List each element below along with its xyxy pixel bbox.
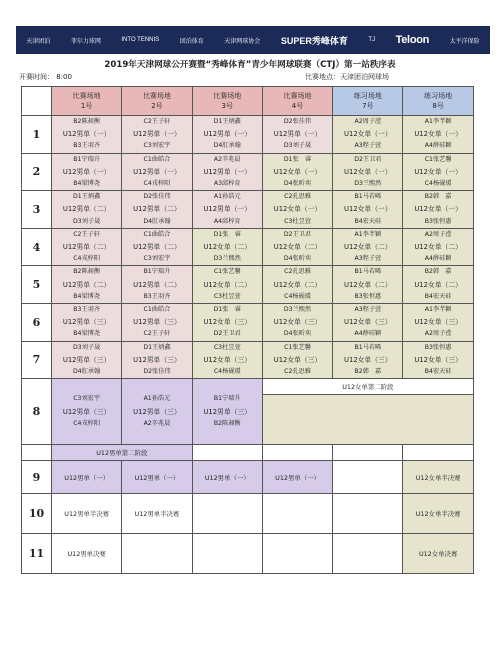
player-name: C4戎梓阳 [73,255,101,263]
event-label: U12女单（二） [344,280,392,289]
round-row [22,266,474,304]
event-label: U12男单（三） [62,355,111,364]
match-cell [403,191,473,229]
match-cell [262,228,332,266]
round-number: 3 [22,191,52,229]
event-cell: U12女单半决赛 [403,461,473,494]
match-cell [403,153,473,191]
player-name: C3刘宏宇 [73,395,101,403]
event-label: U12男单（一） [133,167,181,176]
match-cell [192,191,262,229]
event-label: U12男单（二） [133,205,181,214]
player-name: B2韩 嘉 [424,268,452,276]
player-name: A4邱梓育 [213,217,241,225]
player-name: C2孔思雅 [284,268,311,276]
corner-cell [22,87,52,116]
player-name: A2周子滢 [354,118,382,125]
event-label: U12男单（三） [203,407,252,416]
event-label: U12男单（一） [203,205,252,214]
event-cell: U12男单半决赛 [122,494,192,534]
event-label: U12男单（一） [62,167,111,176]
round-number: 7 [22,341,52,379]
player-name: D1张 睿 [283,155,312,163]
player-name: C1张艺馨 [424,155,452,163]
player-name: B1马若晞 [354,343,382,351]
player-name: B4宏天硅 [354,217,382,225]
player-name: C4杨砚瑗 [284,292,311,300]
player-name: A4薛硅颖 [424,142,452,150]
document-title: 2019年天津网球公开赛暨“秀峰体育”青少年网球联赛（CTJ）第一站秩序表 [104,60,396,70]
player-name: A3程子萱 [354,142,382,150]
round-number: 2 [22,153,52,191]
stage-banner: U12女单第二阶段 [262,379,473,395]
sponsor-logo: SUPER秀峰体育 [280,35,348,46]
event-cell: U12女单决赛 [403,534,473,574]
player-name: A3程子萱 [354,255,382,263]
player-name: B3王羽齐 [73,142,101,150]
empty-cell [122,534,192,574]
player-name: A4薛硅颖 [424,255,452,263]
round-row [22,445,474,461]
match-cell [122,116,192,154]
sponsor-logo: Teloon [395,34,430,46]
player-name: B2陈昶衡 [73,268,101,276]
player-name: C1曲皓合 [143,230,171,238]
court-header-4: 比赛场地 4号 [262,87,332,116]
match-cell [262,266,332,304]
event-label: U12男单（三） [133,407,181,416]
court-header-3: 比赛场地 3号 [192,87,262,116]
player-name: D1王炳鑫 [213,118,241,125]
player-name: B4宏天硅 [424,368,452,376]
round-number: 9 [22,461,52,494]
round-row [22,116,474,154]
player-name: A2辛兆晨 [143,419,171,427]
player-name: D3兰熙然 [354,180,382,188]
event-label: U12男单（二） [62,205,111,214]
player-name: A1孙浩元 [143,395,171,403]
sponsor-logo: 团泊体育 [179,38,204,45]
empty-cell [262,534,332,574]
player-name: C1曲皓合 [143,155,171,163]
event-cell: U12男单决赛 [52,534,122,574]
match-cell [192,266,262,304]
player-name: D1王炳鑫 [143,343,171,351]
match-cell [262,116,332,154]
player-name: B4梁博尧 [73,180,101,188]
empty-cell [22,445,52,461]
empty-cell [333,494,403,534]
empty-cell [192,445,262,461]
event-label: U12女单（二） [273,280,322,289]
event-label: U12女单（一） [344,167,392,176]
match-cell [262,191,332,229]
round-number: 4 [22,228,52,266]
match-cell [403,266,473,304]
player-name: C3刘宏宇 [143,255,171,263]
event-label: U12女单（三） [273,318,322,327]
court-header-2: 比赛场地 2号 [122,87,192,116]
event-label: U12男单（一） [133,130,181,139]
event-label: U12女单（三） [414,355,462,364]
player-name: C1张艺馨 [213,268,241,276]
event-label: U12男单（三） [133,355,181,364]
match-cell [333,341,403,379]
event-label: U12女单（一） [414,130,462,139]
player-name: D3刘子晟 [73,343,101,351]
player-name: B1马若晞 [354,193,382,201]
match-cell [403,304,473,342]
player-name: A3邱梓育 [213,180,241,188]
event-label: U12女单（一） [273,205,322,214]
player-name: B1宁瑞升 [213,395,241,403]
round-number: 11 [22,534,52,574]
match-cell [52,266,122,304]
player-name: B3张恒惠 [354,292,382,300]
player-name: B2陈昶衡 [73,118,101,125]
match-cell [333,228,403,266]
player-name: D3刘子晟 [283,142,312,150]
event-cell: U12女单半决赛 [403,494,473,534]
round-number: 8 [22,379,52,445]
match-cell [192,304,262,342]
event-label: U12男单（一） [203,167,252,176]
player-name: D4肛承翰 [213,142,241,150]
empty-cell [333,461,403,494]
match-cell [262,304,332,342]
start-time: 开赛时间： 8:00 [19,73,72,81]
player-name: D1张 睿 [213,230,241,238]
player-name: A2周子滢 [424,230,452,238]
event-label: U12男单（二） [133,280,181,289]
player-name: C3杜昱萱 [213,343,241,351]
match-cell [262,341,332,379]
event-label: U12女单（二） [414,243,462,252]
player-name: C4杨砚瑗 [213,368,241,376]
round-number: 10 [22,494,52,534]
player-name: A2周子滢 [424,330,452,338]
round-row [22,228,474,266]
player-name: B3张恒惠 [424,217,452,225]
empty-cell [333,534,403,574]
event-label: U12女单（三） [344,318,392,327]
player-name: C4杨砚瑗 [424,180,452,188]
court-header-1: 比赛场地 1号 [52,87,122,116]
player-name: C2王子轩 [73,230,101,238]
player-name: D4张昕奕 [283,255,312,263]
player-name: A1李芊颖 [424,306,452,314]
player-name: B3王羽齐 [73,306,101,314]
match-cell [333,266,403,304]
player-name: D1张 睿 [213,306,241,314]
round-row [22,534,474,574]
event-label: U12男单（三） [133,318,181,327]
round-number: 1 [22,116,52,154]
match-cell [122,191,192,229]
player-name: B3张恒惠 [424,343,452,351]
match-cell [403,116,473,154]
event-label: U12女单（一） [344,205,392,214]
player-name: A1孙浩元 [213,193,241,201]
player-name: D4张昕奕 [283,180,312,188]
round-row [22,304,474,342]
event-label: U12男单（一） [203,130,252,139]
player-name: A2辛兆晨 [213,155,241,163]
event-label: U12男单（二） [133,243,181,252]
empty-cell [192,534,262,574]
player-name: B4梁博尧 [73,330,101,338]
event-label: U12男单（一） [62,130,111,139]
event-label: U12女单（一） [414,205,462,214]
player-name: D2王卫君 [283,230,312,238]
player-name: B1宁瑞升 [143,268,171,276]
schedule-table [21,86,474,574]
player-name: D2张佳伟 [283,118,312,125]
empty-cell [333,445,403,461]
match-cell [52,304,122,342]
player-name: D3兰熙然 [283,306,312,314]
empty-cell [192,494,262,534]
player-name: C2王子轩 [143,118,171,125]
player-name: C2孔思雅 [284,368,311,376]
round-row [22,379,474,395]
event-label: U12女单（二） [414,280,462,289]
practice-header-8: 练习场地 8号 [403,87,473,116]
player-name: C3杜昱萱 [213,292,241,300]
match-cell [52,228,122,266]
player-name: D4肛承翰 [143,217,171,225]
sponsor-logo: 菲尔力球网 [70,38,101,45]
round-row [22,153,474,191]
venue: 比赛地点：天津团泊网球场 [305,73,389,81]
player-name: C1曲皓合 [143,306,171,314]
empty-cell [403,445,473,461]
match-cell [403,228,473,266]
event-label: U12女单（三） [203,355,252,364]
match-cell [403,341,473,379]
player-name: C1张艺馨 [284,343,311,351]
player-name: D1王炳鑫 [73,193,101,201]
empty-cell [262,494,332,534]
event-label: U12女单（二） [203,280,252,289]
match-cell [192,228,262,266]
match-cell [52,153,122,191]
player-name: A1李芊颖 [354,230,382,238]
match-cell [333,191,403,229]
match-cell [192,116,262,154]
player-name: D3刘子晟 [73,217,101,225]
event-label: U12男单（三） [62,407,111,416]
player-name: B3王羽齐 [143,292,171,300]
round-number: 5 [22,266,52,304]
player-name: D2王卫君 [213,330,241,338]
event-cell: U12男单（一） [52,461,122,494]
player-name: B1宁瑞升 [73,155,101,163]
sponsor-banner [16,26,490,54]
player-name: D4张昕奕 [283,330,312,338]
match-cell [192,379,262,445]
player-name: A4薛硅颖 [354,330,382,338]
match-cell [262,153,332,191]
round-row [22,191,474,229]
match-cell [122,341,192,379]
sponsor-logo: 天津团泊 [26,38,51,45]
event-label: U12男单（一） [273,130,322,139]
match-cell [192,153,262,191]
player-name: B4宏天硅 [424,292,452,300]
match-cell [192,341,262,379]
stage-banner: U12男单第二阶段 [52,445,193,461]
match-cell [333,116,403,154]
match-cell [333,304,403,342]
match-cell [122,153,192,191]
event-label: U12女单（二） [273,243,322,252]
player-name: D3兰熙然 [213,255,241,263]
player-name: D2张佳伟 [143,193,171,201]
match-cell [333,153,403,191]
match-cell [122,228,192,266]
player-name: A1李芊颖 [424,118,452,125]
event-cell: U12男单（一） [122,461,192,494]
sponsor-logo: 天津网球协会 [224,38,261,45]
event-label: U12男单（二） [62,280,111,289]
player-name: D2张佳伟 [143,368,171,376]
player-name: C2孔思雅 [284,193,311,201]
match-cell [52,379,122,445]
match-cell [122,266,192,304]
player-name: D2王卫君 [354,155,382,163]
round-row [22,341,474,379]
event-cell: U12男单（一） [192,461,262,494]
player-name: C4戎梓阳 [73,419,101,427]
match-cell [52,341,122,379]
event-label: U12女单（一） [344,130,392,139]
event-label: U12女单（三） [344,355,392,364]
player-name: B4梁博尧 [73,292,101,300]
match-cell [52,116,122,154]
event-label: U12女单（二） [344,243,392,252]
round-number: 6 [22,304,52,342]
player-name: B1马若晞 [354,268,382,276]
sponsor-logo: TJ [368,37,376,43]
empty-cell [262,445,332,461]
event-label: U12女单（一） [414,167,462,176]
player-name: B2陈昶衡 [213,419,241,427]
player-name: B2韩 嘉 [354,368,382,376]
event-label: U12女单（三） [203,318,252,327]
event-label: U12女单（二） [203,243,252,252]
event-label: U12女单（三） [273,355,322,364]
player-name: C3杜昱萱 [284,217,311,225]
sponsor-logo: 太平洋保险 [449,38,480,45]
player-name: C4戎梓阳 [143,180,171,188]
match-cell [122,379,192,445]
header-row [22,87,474,116]
event-cell: U12男单半决赛 [52,494,122,534]
practice-header-7: 练习场地 7号 [333,87,403,116]
player-name: C3刘宏宇 [143,142,171,150]
event-label: U12女单（一） [273,167,322,176]
sponsor-logo: INTO TENNIS [121,37,160,43]
round-row [22,461,474,494]
round-row [22,494,474,534]
event-cell: U12男单（一） [262,461,332,494]
player-name: A3程子萱 [354,306,382,314]
player-name: B2韩 嘉 [424,193,452,201]
event-label: U12男单（三） [62,318,111,327]
event-label: U12女单（三） [414,318,462,327]
match-cell [122,304,192,342]
player-name: D4肛承翰 [73,368,101,376]
player-name: C2王子轩 [143,330,171,338]
empty-cell [262,395,473,445]
match-cell [52,191,122,229]
event-label: U12男单（二） [62,243,111,252]
